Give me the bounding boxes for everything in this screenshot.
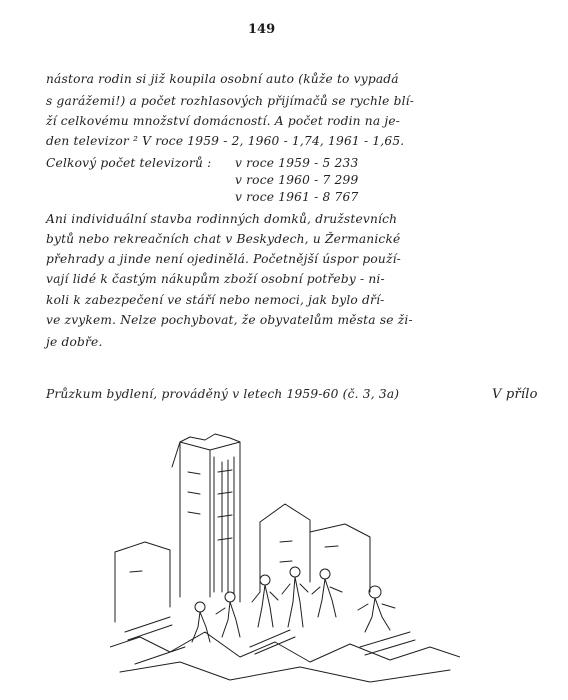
planks bbox=[125, 617, 415, 664]
text-line-11: je dobře. bbox=[46, 335, 103, 349]
text-line-3: ží celkovému množství domácností. A počet rodin na je- bbox=[46, 114, 401, 128]
tv-count-1960: v roce 1960 - 7 299 bbox=[235, 173, 359, 187]
child-figure-4 bbox=[358, 586, 395, 632]
child-figure-6 bbox=[192, 602, 210, 642]
text-line-10: ve zvykem. Nelze pochybovat, že obyvatelům města se ži- bbox=[46, 313, 413, 327]
houses-right bbox=[260, 504, 370, 592]
ink-sketch-children-near-building bbox=[110, 432, 460, 687]
building-shading bbox=[214, 457, 234, 594]
text-line-4: den televizor ² V roce 1959 - 2, 1960 - 1,74, 1961 - 1,65. bbox=[46, 134, 405, 148]
tv-total-label: Celkový počet televizorů : bbox=[46, 156, 212, 170]
child-figure-3 bbox=[312, 569, 342, 617]
child-figure-2 bbox=[282, 567, 308, 627]
building-outline bbox=[180, 442, 240, 602]
text-line-2: s garážemi!) a počet rozhlasových přijímačů se rychle blí- bbox=[46, 94, 415, 108]
sketch-svg bbox=[110, 432, 460, 687]
child-figure-5 bbox=[216, 592, 240, 637]
text-line-5: Ani individuální stavba rodinných domků, družstevních bbox=[46, 212, 398, 226]
ground-rubble bbox=[110, 632, 460, 682]
child-figure-1 bbox=[252, 575, 278, 627]
text-line-6: bytů nebo rekreačních chat v Beskydech, u Žermanické bbox=[46, 232, 401, 246]
text-line-9: koli k zabezpečení ve stáří nebo nemoci, jak bylo dří- bbox=[46, 293, 385, 307]
building-roof bbox=[172, 434, 240, 467]
survey-line: Průzkum bydlení, prováděný v letech 1959-60 (č. 3, 3a) bbox=[46, 387, 400, 401]
text-line-1: nástora rodin si již koupila osobní auto (kůže to vypadá bbox=[46, 72, 399, 86]
text-line-7: přehrady a jinde není ojedinělá. Početnější úspor použí- bbox=[46, 252, 401, 266]
page-number: 149 bbox=[248, 22, 276, 37]
tv-count-1959: v roce 1959 - 5 233 bbox=[235, 156, 359, 170]
building-left bbox=[115, 542, 170, 622]
text-line-8: vají lidé k častým nákupům zboží osobní potřeby - ni- bbox=[46, 272, 385, 286]
margin-note: V přílo bbox=[492, 387, 538, 402]
tv-count-1961: v roce 1961 - 8 767 bbox=[235, 190, 359, 204]
